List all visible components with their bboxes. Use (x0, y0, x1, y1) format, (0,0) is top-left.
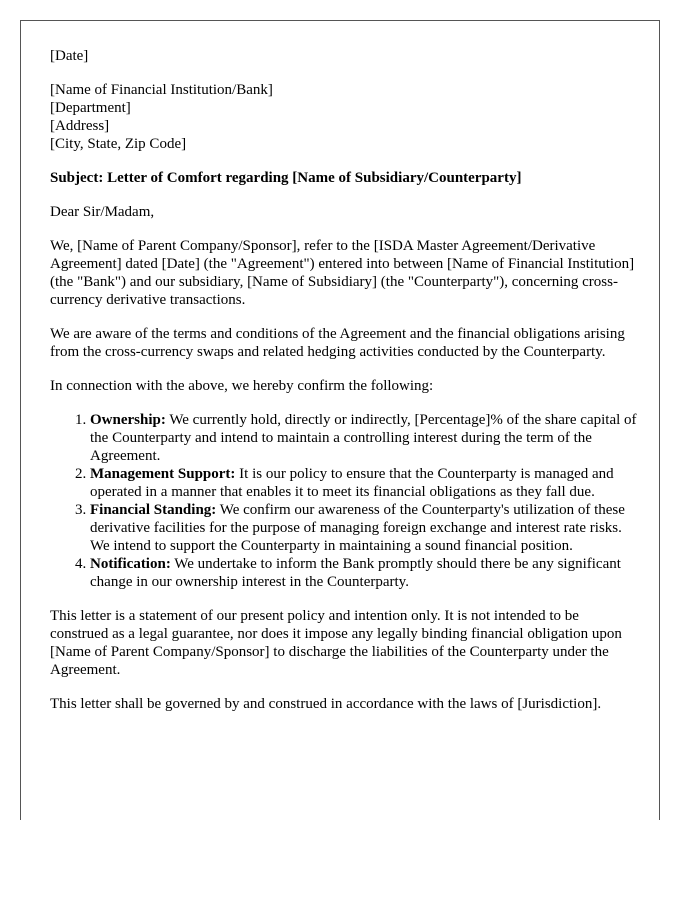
letter-content (50, 47, 640, 729)
letter-paragraph-awareness: We are aware of the terms and conditions of the Agreement and the financial obligations arising from the cross-currency swaps and related hedging activities conducted by the Counterparty. (50, 326, 625, 360)
letter-paragraph-reference: We, [Name of Parent Company/Sponsor], refer to the [ISDA Master Agreement/Derivative Agreement] dated [Date] (the "Agreement") entered into between [Name of Financial Institution] (the "Bank") and our subsidiary, [Name of Subsidiary] (the "Counterparty"), concerning cross-currency derivative transactions. (50, 238, 635, 308)
list-item-heading: Ownership: (90, 412, 166, 428)
letter-subject: Subject: Letter of Comfort regarding [Name of Subsidiary/Counterparty] (50, 170, 522, 186)
recipient-department: [Department] (50, 100, 131, 116)
list-item (90, 555, 640, 591)
letter-paragraph-confirmation-intro: In connection with the above, we hereby confirm the following: (50, 378, 434, 394)
list-item-text: We currently hold, directly or indirectly, [Percentage]% of the share capital of the Counterparty and intend to maintain a controlling interest during the term of the Agreement. (90, 412, 637, 464)
list-item-text: We confirm our awareness of the Counterparty's utilization of these derivative facilities for the purpose of managing foreign exchange and interest rate risks. We intend to support the Counterparty in maintaining a sound financial position. (90, 502, 625, 554)
list-item-text: We undertake to inform the Bank promptly should there be any significant change in our ownership interest in the Counterparty. (90, 556, 621, 590)
list-item (90, 465, 640, 501)
list-item-heading: Management Support: (90, 466, 236, 482)
list-item (90, 501, 640, 555)
letter-salutation: Dear Sir/Madam, (50, 204, 155, 220)
list-item-heading: Financial Standing: (90, 502, 217, 518)
letter-paragraph-governing-law: This letter shall be governed by and construed in accordance with the laws of [Jurisdiction]. (50, 696, 602, 712)
letter-paragraph-disclaimer: This letter is a statement of our present policy and intention only. It is not intended to be construed as a legal guarantee, nor does it impose any legally binding financial obligation upon [Name of Parent Company/Sponsor] to discharge the liabilities of the Counterparty under the Agreement. (50, 608, 622, 678)
list-item-text: It is our policy to ensure that the Counterparty is managed and operated in a manner that enables it to meet its financial obligations as they fall due. (90, 466, 614, 500)
recipient-address-block (50, 81, 640, 153)
list-item (90, 411, 640, 465)
list-item-heading: Notification: (90, 556, 171, 572)
recipient-address: [Address] (50, 118, 110, 134)
confirmation-list (50, 411, 640, 591)
recipient-city: [City, State, Zip Code] (50, 136, 187, 152)
letter-date: [Date] (50, 48, 89, 64)
letter-page (20, 20, 660, 820)
recipient-name: [Name of Financial Institution/Bank] (50, 82, 273, 98)
